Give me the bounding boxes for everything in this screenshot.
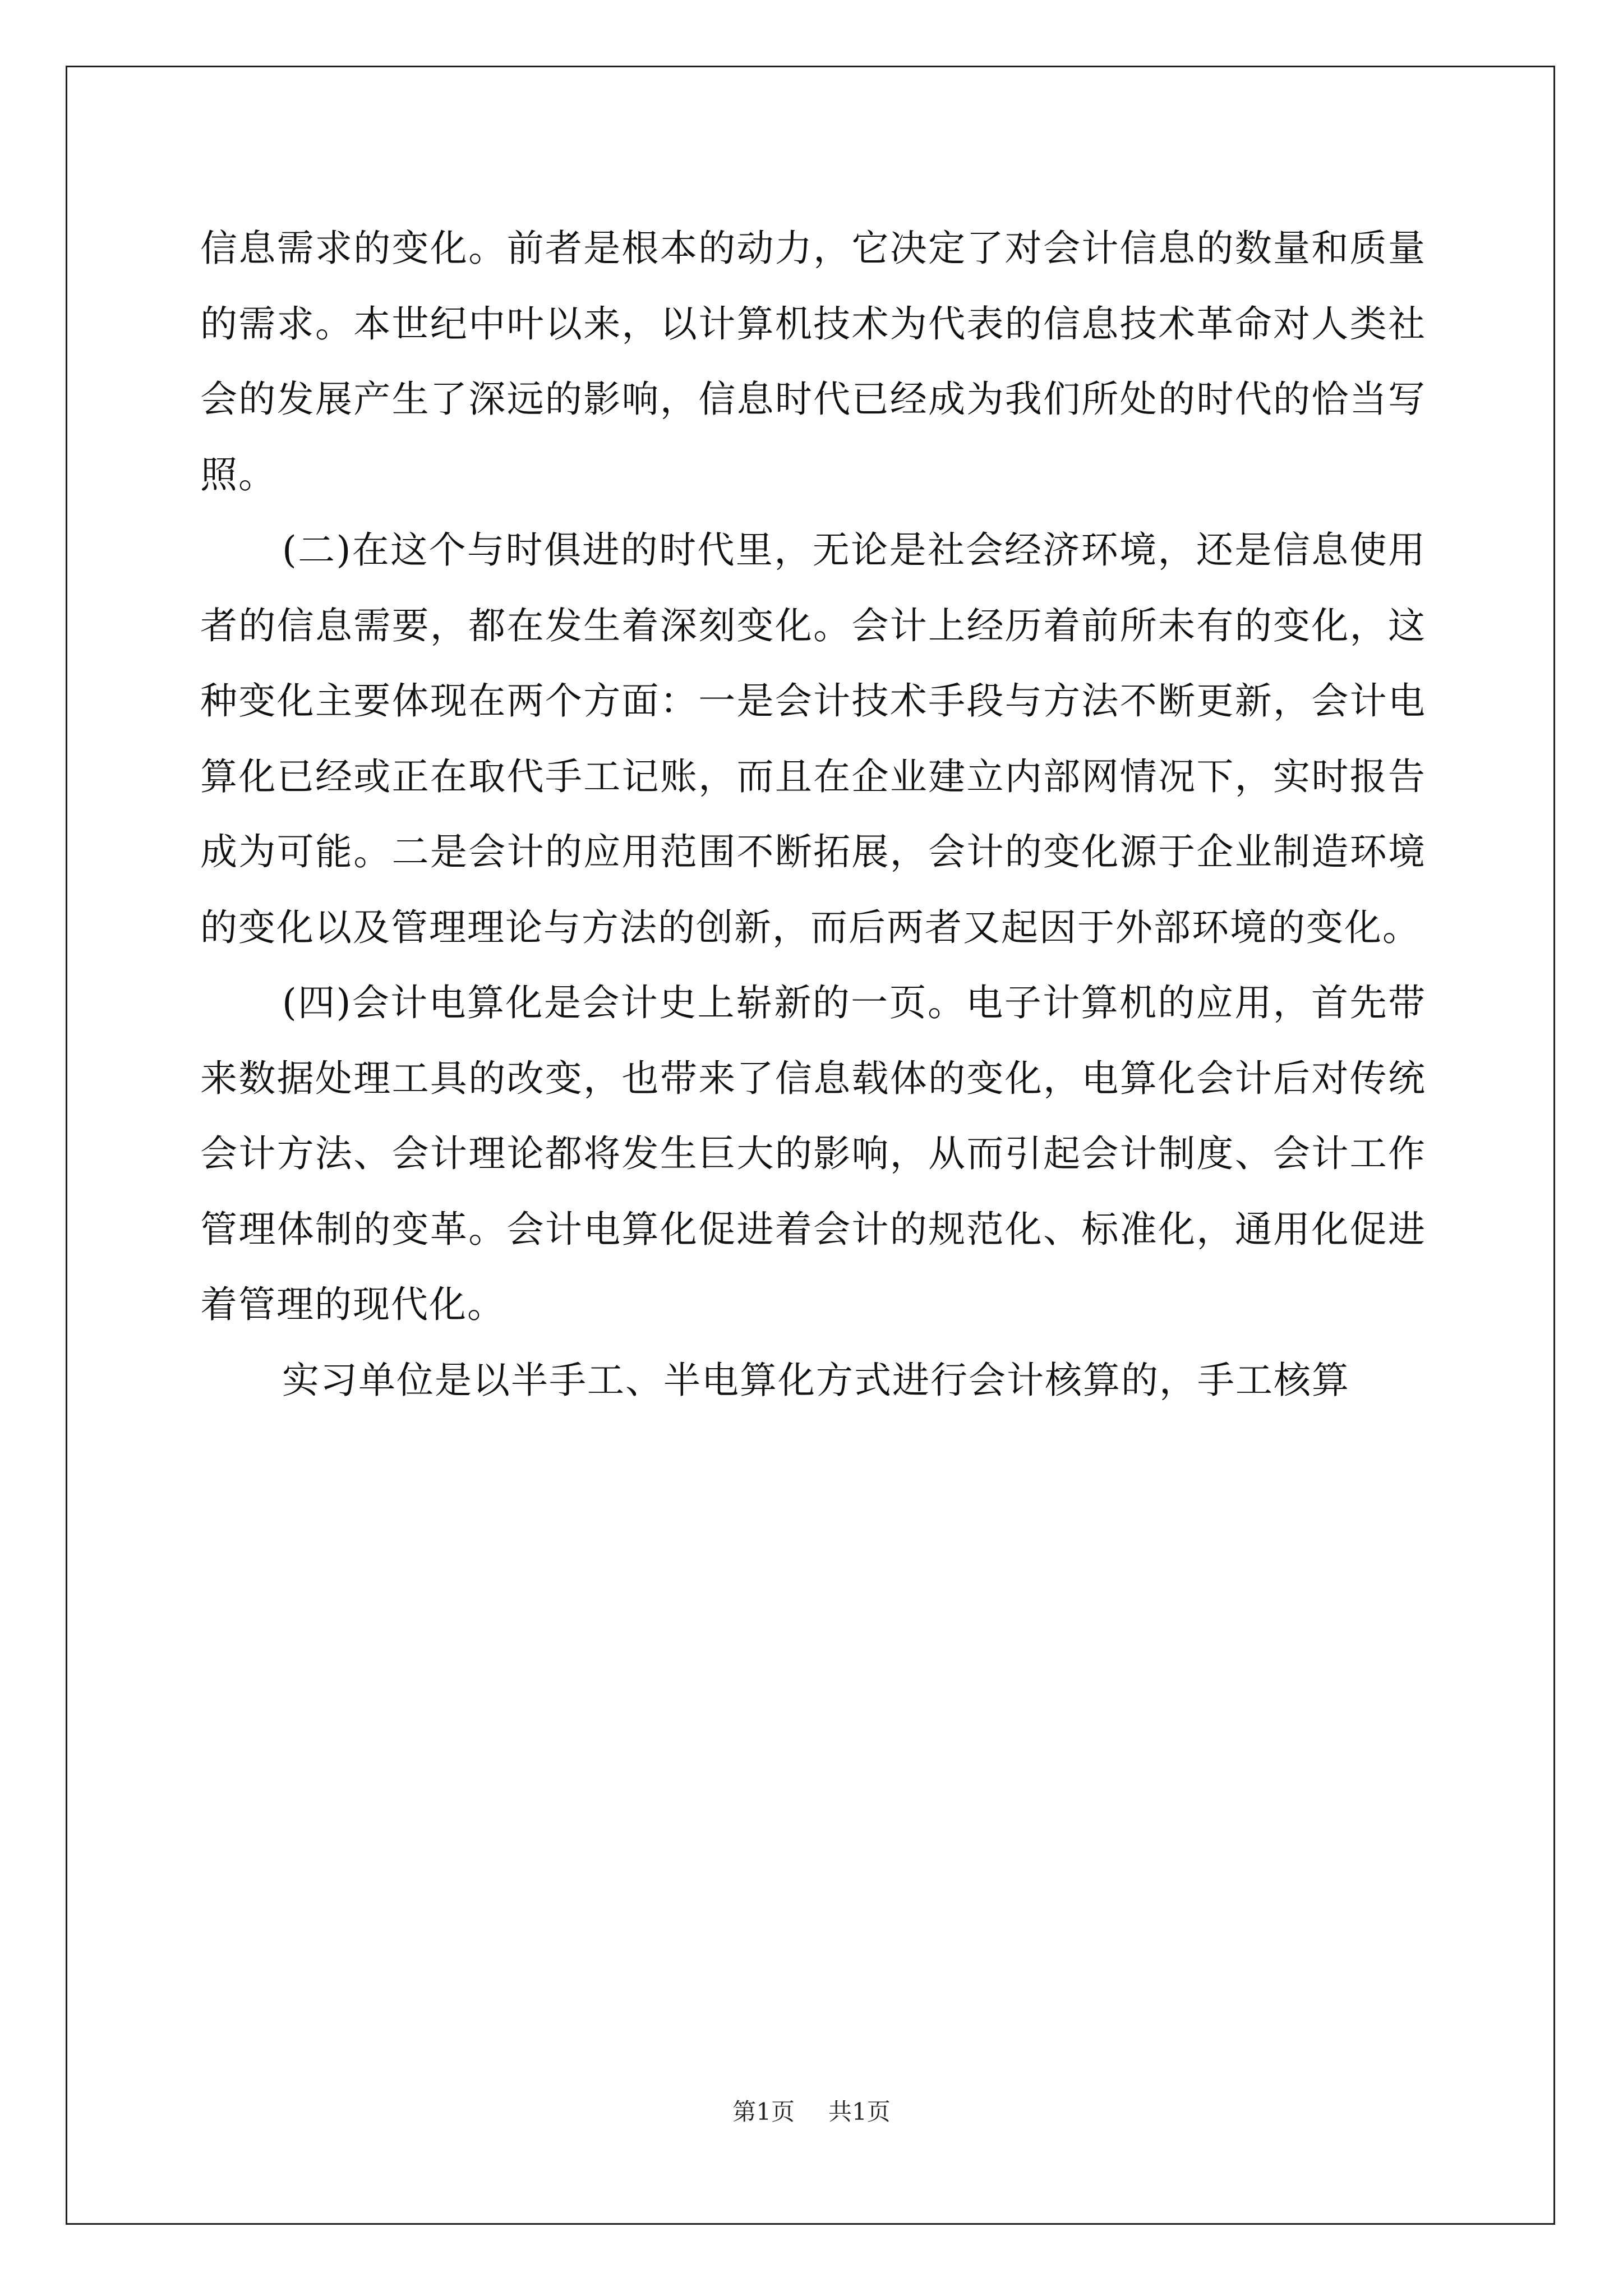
page-number: 第1页 <box>732 2098 795 2125</box>
page-footer <box>0 2095 1623 2129</box>
document-body <box>200 211 1426 1418</box>
page-count: 共1页 <box>828 2098 891 2125</box>
paragraph-4: 实习单位是以半手工、半电算化方式进行会计核算的，手工核算 <box>282 1358 1350 1402</box>
paragraph-2: (二)在这个与时俱进的时代里，无论是社会经济环境，还是信息使用者的信息需要，都在发生着深刻变化。会计上经历着前所未有的变化，这种变化主要体现在两个方面：一是会计技术手段与方法不断更新，会计电算化已经或正在取代手工记账，而且在企业建立内部网情况下，实时报告成为可能。二是会计的应用范围不断拓展，会计的变化源于企业制造环境的变化以及管理理论与方法的创新，而后两者又起因于外部环境的变化。 <box>200 528 1426 949</box>
paragraph-3: (四)会计电算化是会计史上崭新的一页。电子计算机的应用，首先带来数据处理工具的改变，也带来了信息载体的变化，电算化会计后对传统会计方法、会计理论都将发生巨大的影响，从而引起会计制度、会计工作管理体制的变革。会计电算化促进着会计的规范化、标准化，通用化促进着管理的现代化。 <box>200 981 1426 1326</box>
paragraph-1: 信息需求的变化。前者是根本的动力，它决定了对会计信息的数量和质量的需求。本世纪中叶以来，以计算机技术为代表的信息技术革命对人类社会的发展产生了深远的影响，信息时代已经成为我们所处的时代的恰当写照。 <box>200 227 1426 496</box>
